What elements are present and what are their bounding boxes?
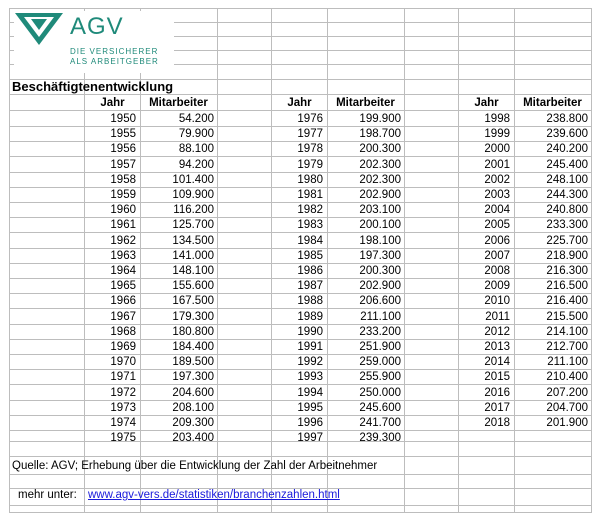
employees-cell: 239.300: [359, 432, 401, 445]
year-cell: 1983: [297, 219, 323, 232]
employees-cell: 250.000: [359, 386, 401, 399]
employees-cell: 197.300: [359, 249, 401, 262]
year-cell: 2009: [484, 280, 510, 293]
employees-cell: 184.400: [172, 341, 214, 353]
year-cell: 1963: [110, 249, 136, 262]
year-cell: 1955: [110, 128, 136, 141]
year-cell: 2014: [484, 356, 510, 369]
employees-cell: 204.600: [172, 386, 214, 399]
year-cell: 1998: [484, 113, 510, 125]
employees-cell: 248.100: [546, 173, 588, 186]
employees-cell: 199.900: [359, 113, 401, 125]
year-cell: 2010: [484, 295, 510, 308]
year-cell: 1975: [110, 432, 136, 445]
employees-cell: 245.600: [359, 401, 401, 414]
year-cell: 2013: [484, 341, 510, 353]
employees-cell: 94.200: [178, 158, 214, 171]
employees-cell: 239.600: [546, 128, 588, 141]
year-cell: 1972: [110, 386, 136, 399]
employees-cell: 210.400: [546, 371, 588, 384]
year-cell: 2018: [484, 417, 510, 429]
employees-cell: 101.400: [172, 173, 214, 186]
table-title: Beschäftigtenentwicklung: [12, 79, 174, 94]
year-cell: 1969: [110, 341, 136, 353]
employees-cell: 202.300: [359, 158, 401, 171]
year-cell: 1960: [110, 204, 136, 217]
year-cell: 1995: [297, 401, 323, 414]
employees-cell: 216.300: [546, 265, 588, 277]
statistics-link[interactable]: www.agv-vers.de/statistiken/branchenzahlen.html: [88, 489, 340, 501]
employees-cell: 116.200: [173, 204, 214, 217]
employees-cell: 241.700: [359, 417, 401, 429]
year-cell: 1984: [297, 234, 323, 247]
employees-cell: 216.500: [546, 280, 588, 293]
employees-cell: 233.200: [359, 325, 401, 338]
employees-cell: 167.500: [172, 295, 214, 308]
employees-cell: 245.400: [546, 158, 588, 171]
year-cell: 1997: [297, 432, 323, 445]
year-cell: 1970: [110, 356, 136, 369]
employees-cell: 198.700: [359, 128, 401, 141]
year-cell: 1981: [297, 189, 323, 201]
grid-vline: [9, 8, 10, 512]
year-cell: 2001: [484, 158, 510, 171]
year-cell: 1964: [110, 265, 136, 277]
header-year-2: Jahr: [287, 97, 312, 109]
year-cell: 2006: [484, 234, 510, 247]
logo-name: AGV: [70, 13, 124, 40]
employees-cell: 180.800: [172, 325, 214, 338]
year-cell: 2011: [485, 310, 510, 323]
year-cell: 1979: [297, 158, 323, 171]
agv-logo: [14, 11, 174, 73]
employees-cell: 202.900: [359, 280, 401, 293]
header-employees-3: Mitarbeiter: [523, 97, 582, 109]
employees-cell: 214.100: [546, 325, 588, 338]
grid-hline: [9, 474, 592, 475]
employees-cell: 134.500: [172, 234, 214, 247]
year-cell: 1977: [297, 128, 323, 141]
year-cell: 2003: [484, 189, 510, 201]
grid-vline: [591, 8, 592, 512]
employees-cell: 141.000: [172, 249, 214, 262]
year-cell: 1950: [110, 113, 136, 125]
employees-cell: 189.500: [172, 356, 214, 369]
year-cell: 1989: [297, 310, 323, 323]
year-cell: 2000: [484, 143, 510, 156]
source-note: Quelle: AGV; Erhebung über die Entwicklung der Zahl der Arbeitnehmer: [12, 460, 378, 472]
employees-cell: 240.200: [546, 143, 588, 156]
employees-cell: 206.600: [359, 295, 401, 308]
employees-cell: 212.700: [546, 341, 588, 353]
year-cell: 2008: [484, 265, 510, 277]
year-cell: 2012: [484, 325, 510, 338]
year-cell: 1988: [297, 295, 323, 308]
employees-cell: 54.200: [178, 113, 214, 125]
year-cell: 2016: [484, 386, 510, 399]
grid-vline: [404, 8, 405, 512]
employees-cell: 215.500: [546, 310, 588, 323]
logo-mark-icon: [14, 11, 64, 47]
year-cell: 1992: [297, 356, 323, 369]
year-cell: 1982: [297, 204, 323, 217]
year-cell: 1959: [110, 189, 136, 201]
year-cell: 1999: [484, 128, 510, 141]
year-cell: 1962: [110, 234, 136, 247]
header-employees-2: Mitarbeiter: [336, 97, 395, 109]
header-year-3: Jahr: [474, 97, 499, 109]
grid-vline: [217, 8, 218, 512]
year-cell: 1958: [110, 173, 136, 186]
year-cell: 1965: [110, 280, 136, 293]
employees-cell: 240.800: [546, 204, 588, 217]
year-cell: 1967: [110, 310, 136, 323]
grid-hline: [9, 8, 592, 9]
employees-cell: 200.300: [359, 143, 401, 156]
grid-hline: [9, 94, 592, 95]
logo-tagline-2: ALS ARBEITGEBER: [70, 57, 159, 66]
year-cell: 2005: [484, 219, 510, 232]
year-cell: 1980: [297, 173, 323, 186]
employees-cell: 203.100: [359, 204, 401, 217]
employees-cell: 204.700: [546, 401, 588, 414]
year-cell: 1974: [110, 417, 136, 429]
employees-cell: 200.100: [359, 219, 401, 232]
employees-cell: 211.100: [360, 310, 401, 323]
employees-cell: 251.900: [359, 341, 401, 353]
employees-cell: 79.900: [178, 128, 214, 141]
employees-cell: 197.300: [172, 371, 214, 384]
employees-cell: 225.700: [546, 234, 588, 247]
year-cell: 1961: [110, 219, 136, 232]
employees-cell: 238.800: [546, 113, 588, 125]
year-cell: 1971: [110, 371, 136, 384]
employees-cell: 202.300: [359, 173, 401, 186]
year-cell: 1968: [110, 325, 136, 338]
year-cell: 1986: [297, 265, 323, 277]
year-cell: 2004: [484, 204, 510, 217]
grid-hline: [9, 110, 592, 111]
year-cell: 2007: [484, 249, 510, 262]
employees-cell: 218.900: [546, 249, 588, 262]
employees-cell: 201.900: [546, 417, 588, 429]
year-cell: 2015: [484, 371, 510, 384]
employees-cell: 88.100: [178, 143, 214, 156]
year-cell: 1994: [297, 386, 323, 399]
year-cell: 1990: [297, 325, 323, 338]
year-cell: 1976: [297, 113, 323, 125]
employees-cell: 209.300: [172, 417, 214, 429]
employees-cell: 207.200: [546, 386, 588, 399]
year-cell: 1956: [110, 143, 136, 156]
header-employees-1: Mitarbeiter: [149, 97, 208, 109]
employees-cell: 233.300: [546, 219, 588, 232]
employees-cell: 148.100: [172, 265, 214, 277]
employees-cell: 125.700: [172, 219, 214, 232]
employees-cell: 200.300: [359, 265, 401, 277]
year-cell: 1966: [110, 295, 136, 308]
year-cell: 1991: [297, 341, 323, 353]
grid-hline: [9, 512, 592, 513]
year-cell: 1985: [297, 249, 323, 262]
employees-cell: 198.100: [359, 234, 401, 247]
employees-cell: 179.300: [172, 310, 214, 323]
employees-cell: 109.900: [172, 189, 214, 201]
employees-cell: 259.000: [359, 356, 401, 369]
year-cell: 1996: [297, 417, 323, 429]
employees-cell: 211.100: [547, 356, 588, 369]
header-year-1: Jahr: [100, 97, 125, 109]
year-cell: 1973: [110, 401, 136, 414]
employees-cell: 203.400: [172, 432, 214, 445]
employees-cell: 244.300: [546, 189, 588, 201]
year-cell: 1978: [297, 143, 323, 156]
more-label: mehr unter:: [18, 489, 77, 501]
grid-hline: [9, 456, 592, 457]
year-cell: 1987: [297, 280, 323, 293]
employees-cell: 216.400: [546, 295, 588, 308]
year-cell: 2002: [484, 173, 510, 186]
employees-cell: 155.600: [172, 280, 214, 293]
employees-cell: 255.900: [359, 371, 401, 384]
grid-hline: [9, 505, 592, 506]
employees-cell: 202.900: [359, 189, 401, 201]
employees-cell: 208.100: [172, 401, 214, 414]
logo-tagline-1: DIE VERSICHERER: [70, 47, 159, 56]
year-cell: 2017: [484, 401, 510, 414]
year-cell: 1957: [110, 158, 136, 171]
year-cell: 1993: [297, 371, 323, 384]
